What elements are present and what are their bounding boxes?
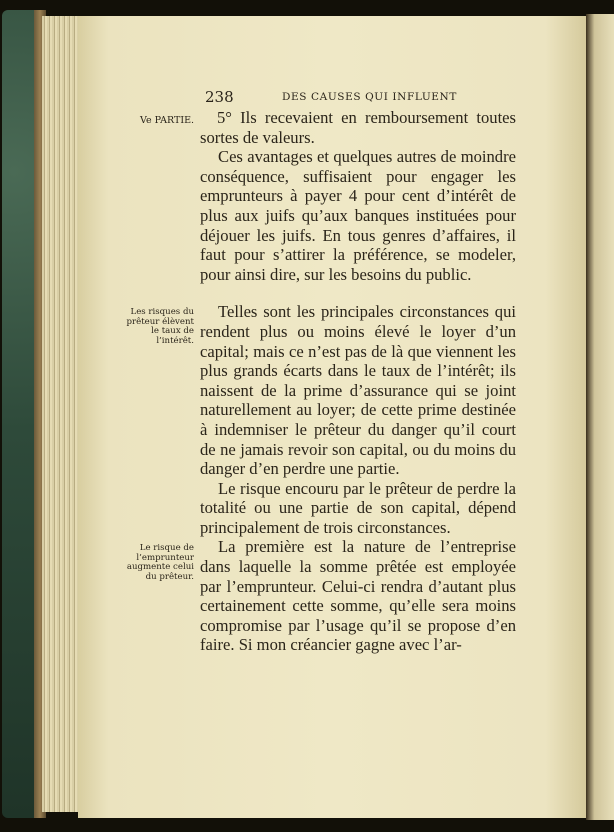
paragraph: Le risque encouru par le prêteur de perdre la totalité ou une partie de son capital, dépend principalement de trois circonstances. — [200, 478, 516, 537]
paragraph: La première est la nature de l’entreprise dans laquelle la somme prêtée est employée par l’emprunteur. Celui-ci rendra d’autant plus certainement cette somme, qu’elle sera moins compromise par l’usage qu’il se propose d’en faire. Si mon créancier gagne avec l’ar- — [200, 537, 516, 655]
page-number: 238 — [205, 88, 234, 106]
page-edges — [42, 16, 82, 812]
part-label: Ve PARTIE. — [140, 115, 195, 126]
paragraph: Telles sont les principales circonstances qui rendent plus ou moins élevé le loyer d’un capital; mais ce n’est pas de là que viennent les plus grands écarts dans le taux de l’intérêt; ils naissent de la prime d’assurance qui se joint naturellement au loyer; de cette prime destinée à indemniser le prêteur du danger qu’il court de ne jamais revoir son capital, ou du moins du danger d’en perdre une partie. — [200, 302, 516, 479]
marginal-note: Les risques du prêteur élèvent le taux de l’intérêt. — [126, 307, 194, 346]
running-head — [0, 88, 614, 108]
running-title: DES CAUSES QUI INFLUENT — [282, 91, 457, 103]
paragraph: 5° Ils recevaient en remboursement toutes sortes de valeurs. — [200, 108, 516, 147]
facing-page-edge — [586, 14, 614, 820]
body-text — [200, 108, 516, 655]
marginal-note: Le risque de l’emprunteur augmente celui du prêteur. — [126, 543, 194, 582]
paragraph: Ces avantages et quelques autres de moindre conséquence, suffisaient pour engager les emprunteurs à payer 4 pour cent d’intérêt de plus aux juifs qu’aux banques instituées pour déjouer les juifs. En tous genres d’affaires, il faut pour s’attirer la préférence, se modeler, pour ainsi dire, sur les besoins du public. — [200, 147, 516, 284]
